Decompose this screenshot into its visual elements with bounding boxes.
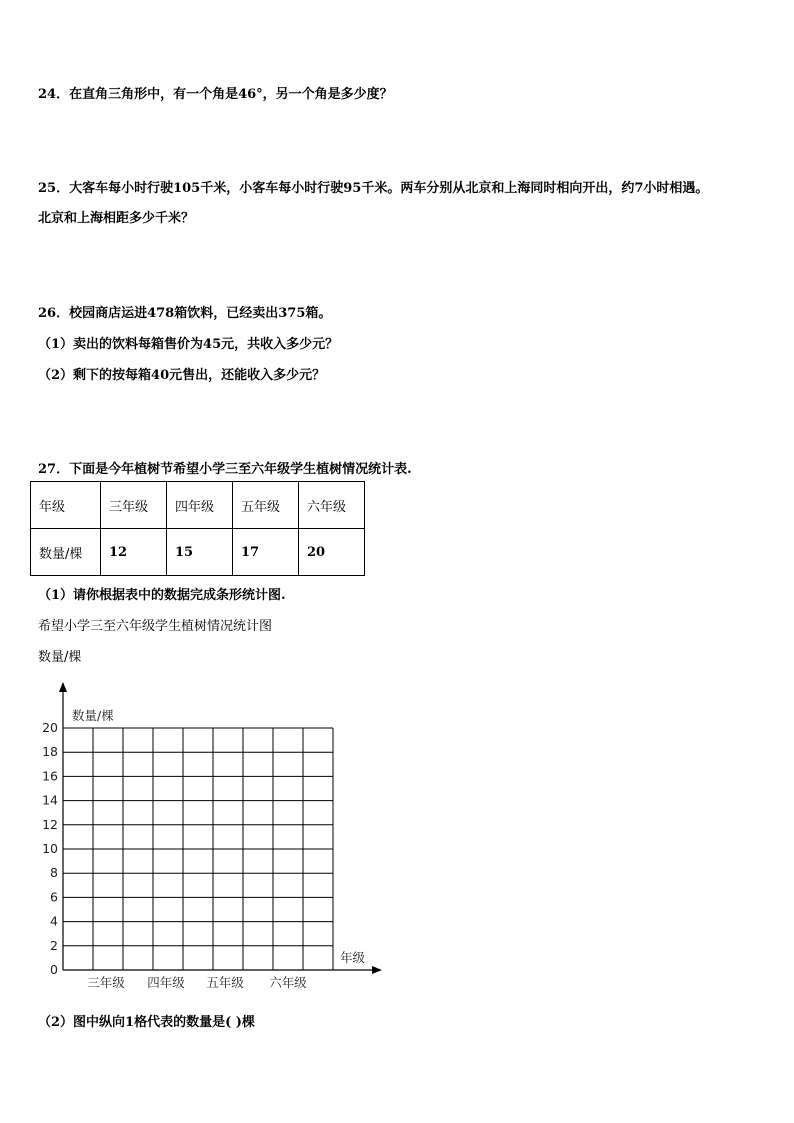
question-26-part-1: （1）卖出的饮料每箱售价为45元，共收入多少元？ bbox=[38, 337, 339, 352]
y-axis-label: 数量/棵 bbox=[72, 708, 114, 723]
y-tick-label: 12 bbox=[42, 816, 58, 832]
table-cell: 15 bbox=[167, 529, 233, 576]
question-26-stem: 26．校园商店运进478箱饮料，已经卖出375箱。 bbox=[38, 306, 332, 321]
y-tick-label: 0 bbox=[50, 962, 58, 977]
question-27-part-1: （1）请你根据表中的数据完成条形统计图. bbox=[38, 588, 286, 603]
table-cell: 六年级 bbox=[299, 482, 365, 529]
planting-stats-table bbox=[30, 481, 365, 576]
table-cell: 数量/棵 bbox=[31, 529, 101, 576]
table-cell: 三年级 bbox=[101, 482, 167, 529]
x-tick-label: 六年级 bbox=[269, 975, 307, 990]
x-axis-label: 年级 bbox=[340, 950, 366, 965]
question-27-part-2: （2）图中纵向1格代表的数量是( )棵 bbox=[38, 1015, 255, 1030]
question-25-line-2: 北京和上海相距多少千米？ bbox=[38, 211, 195, 226]
y-tick-label: 16 bbox=[42, 768, 58, 784]
chart-title: 希望小学三至六年级学生植树情况统计图 bbox=[38, 619, 273, 634]
y-tick-label: 8 bbox=[50, 865, 58, 881]
x-tick-label: 五年级 bbox=[206, 975, 244, 990]
x-tick-label: 四年级 bbox=[147, 975, 185, 990]
table-cell: 四年级 bbox=[167, 482, 233, 529]
question-25-line-1: 25．大客车每小时行驶105千米，小客车每小时行驶95千米。两车分别从北京和上海同时相向开出，约7小时相遇。 bbox=[38, 181, 709, 196]
table-cell: 年级 bbox=[31, 482, 101, 529]
y-tick-label: 4 bbox=[50, 913, 58, 929]
y-tick-label: 14 bbox=[42, 792, 58, 808]
table-row bbox=[31, 529, 365, 576]
table-cell: 12 bbox=[101, 529, 167, 576]
question-24: 24．在直角三角形中，有一个角是46°，另一个角是多少度？ bbox=[38, 87, 393, 102]
table-cell: 17 bbox=[233, 529, 299, 576]
table-cell: 20 bbox=[299, 529, 365, 576]
table-header-row bbox=[31, 482, 365, 529]
question-27-stem: 27．下面是今年植树节希望小学三至六年级学生植树情况统计表. bbox=[38, 462, 412, 477]
y-axis-arrow-icon bbox=[59, 682, 67, 692]
x-axis-arrow-icon bbox=[372, 966, 382, 974]
table-cell: 五年级 bbox=[233, 482, 299, 529]
question-26-part-2: （2）剩下的按每箱40元售出，还能收入多少元？ bbox=[38, 368, 326, 383]
unit-label: 数量/棵 bbox=[38, 650, 82, 665]
bar-chart bbox=[0, 670, 420, 1000]
y-tick-label: 2 bbox=[50, 937, 58, 953]
y-tick-label: 18 bbox=[42, 744, 58, 760]
y-tick-label: 10 bbox=[42, 841, 58, 856]
y-tick-label: 6 bbox=[50, 889, 58, 905]
x-tick-label: 三年级 bbox=[87, 975, 125, 990]
y-tick-label: 20 bbox=[42, 720, 58, 735]
